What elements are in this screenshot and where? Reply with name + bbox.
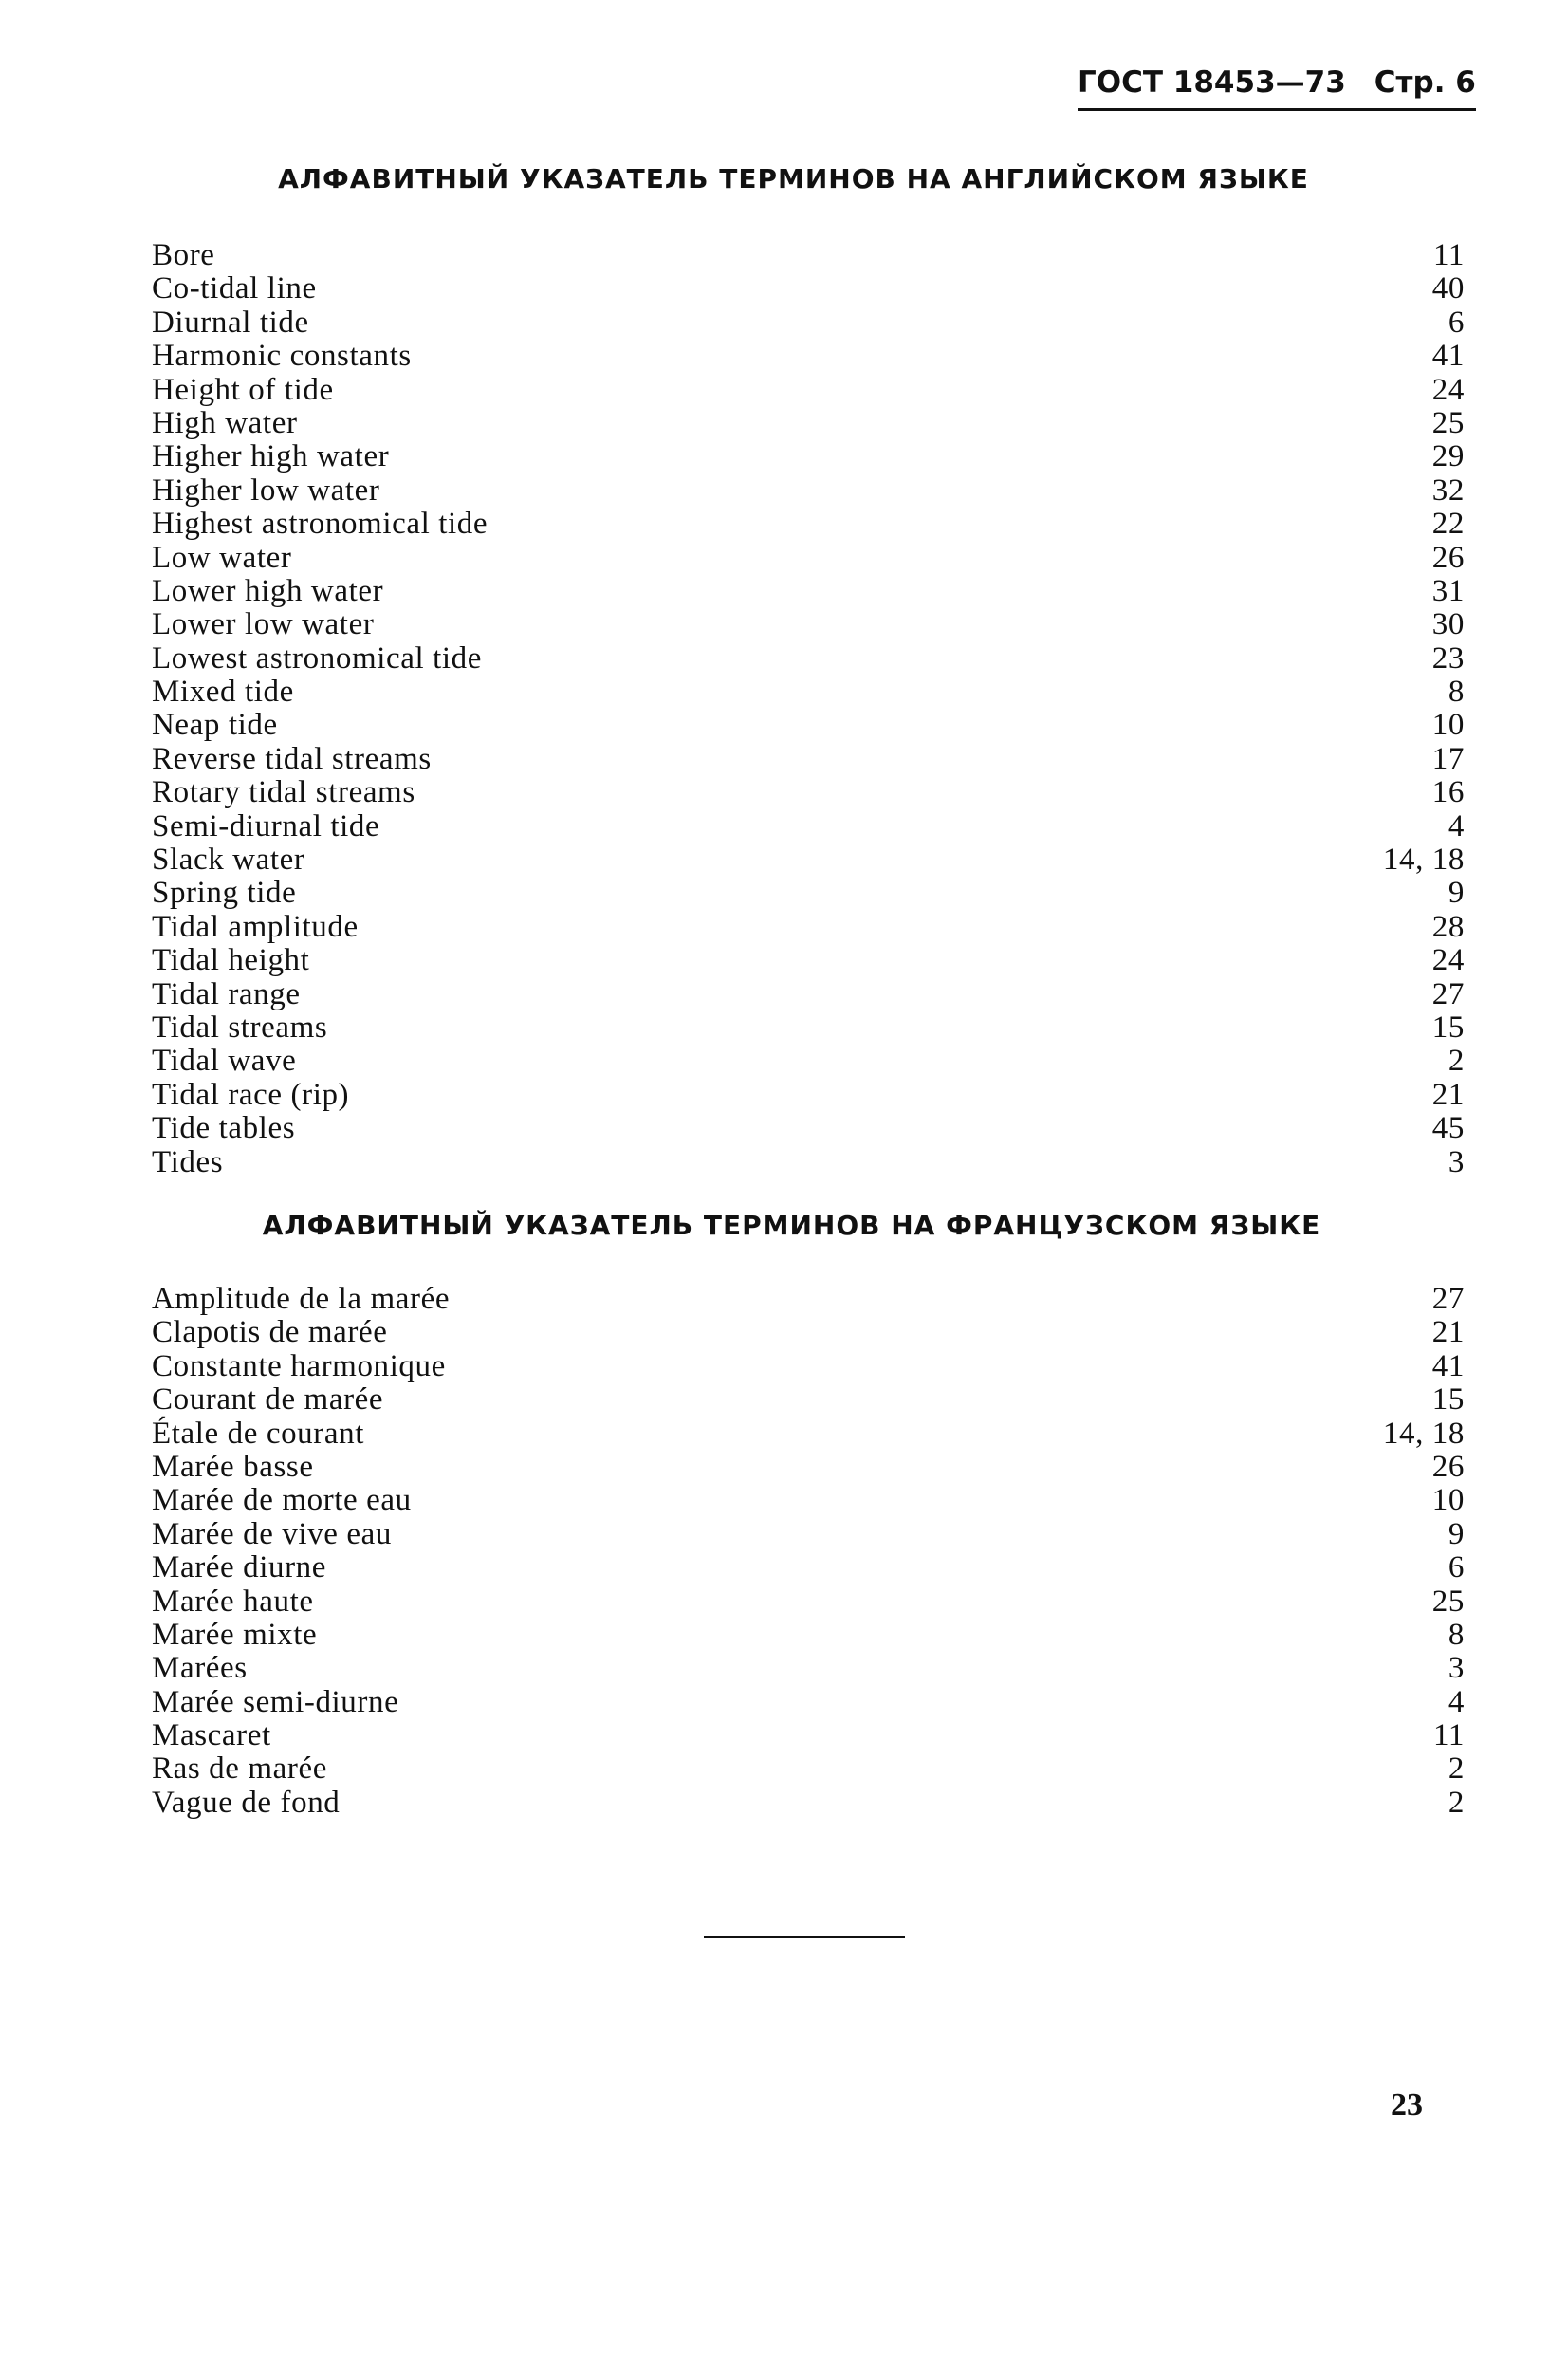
index-term: Lowest astronomical tide [152, 640, 482, 676]
index-term: Tidal range [152, 976, 301, 1011]
index-entry [152, 978, 1465, 1011]
index-term: Reverse tidal streams [152, 741, 432, 776]
index-term: Marées [152, 1651, 248, 1686]
index-term: Rotary tidal streams [152, 775, 415, 810]
index-reference: 11 [1433, 238, 1465, 272]
index-term: Co-tidal line [152, 271, 317, 306]
standard-number: ГОСТ 18453—73 [1078, 65, 1346, 100]
index-reference: 2 [1448, 1044, 1465, 1079]
index-reference: 41 [1431, 1348, 1465, 1383]
index-reference: 2 [1448, 1752, 1465, 1787]
index-reference: 6 [1448, 1550, 1465, 1585]
index-entry [152, 1146, 1465, 1179]
index-reference: 28 [1431, 909, 1465, 944]
index-reference: 15 [1431, 1010, 1465, 1045]
index-term: Bore [152, 238, 215, 272]
index-entry [152, 944, 1465, 977]
index-entry [152, 1045, 1465, 1078]
index-entry [152, 1752, 1465, 1786]
page-number: 23 [1391, 2087, 1423, 2122]
index-entry [152, 911, 1465, 944]
index-reference: 21 [1431, 1315, 1465, 1350]
index-entry [152, 1787, 1465, 1820]
index-reference: 3 [1448, 1651, 1465, 1686]
index-reference: 2 [1448, 1785, 1465, 1820]
index-reference: 11 [1433, 1718, 1465, 1753]
index-reference: 8 [1448, 675, 1465, 710]
english-index-list [152, 239, 1465, 1179]
index-term: Low water [152, 540, 292, 575]
index-reference: 4 [1448, 1684, 1465, 1719]
index-entry [152, 1686, 1465, 1719]
index-entry [152, 1283, 1465, 1316]
index-entry [152, 1316, 1465, 1349]
index-reference: 30 [1431, 607, 1465, 642]
index-entry [152, 1011, 1465, 1045]
index-term: Higher low water [152, 473, 380, 508]
index-term: Slack water [152, 843, 305, 878]
index-term: Tide tables [152, 1111, 296, 1146]
index-term: Tidal race (rip) [152, 1077, 350, 1112]
index-term: Marée semi-diurne [152, 1684, 399, 1719]
index-entry [152, 1451, 1465, 1484]
index-term: Tides [152, 1144, 224, 1179]
index-entry [152, 1350, 1465, 1383]
index-entry [152, 1719, 1465, 1752]
english-index-title: АЛФАВИТНЫЙ УКАЗАТЕЛЬ ТЕРМИНОВ НА АНГЛИЙСКОМ ЯЗЫКЕ [278, 163, 1309, 195]
index-reference: 24 [1431, 943, 1465, 978]
index-reference: 3 [1448, 1144, 1465, 1179]
index-reference: 6 [1448, 305, 1465, 340]
index-entry [152, 272, 1465, 306]
index-entry [152, 642, 1465, 676]
index-reference: 21 [1431, 1077, 1465, 1112]
index-term: Ras de marée [152, 1752, 327, 1787]
index-term: Clapotis de marée [152, 1315, 388, 1350]
index-entry [152, 1418, 1465, 1451]
index-term: Harmonic constants [152, 339, 412, 374]
index-reference: 32 [1431, 473, 1465, 508]
index-entry [152, 743, 1465, 776]
index-term: High water [152, 405, 298, 440]
index-entry [152, 1112, 1465, 1145]
index-reference: 27 [1431, 976, 1465, 1011]
index-entry [152, 340, 1465, 373]
index-term: Tidal height [152, 943, 310, 978]
index-entry [152, 1484, 1465, 1517]
index-entry [152, 608, 1465, 641]
index-reference: 22 [1431, 507, 1465, 542]
index-reference: 26 [1431, 540, 1465, 575]
index-reference: 15 [1431, 1382, 1465, 1418]
index-entry [152, 1585, 1465, 1619]
index-reference: 17 [1431, 741, 1465, 776]
index-entry [152, 306, 1465, 340]
index-reference: 26 [1431, 1449, 1465, 1484]
index-entry [152, 575, 1465, 608]
index-entry [152, 1383, 1465, 1417]
index-reference: 14, 18 [1382, 843, 1465, 878]
index-term: Lower low water [152, 607, 375, 642]
index-entry [152, 1551, 1465, 1585]
index-reference: 10 [1431, 1483, 1465, 1518]
index-term: Amplitude de la marée [152, 1282, 451, 1316]
index-entry [152, 508, 1465, 541]
index-term: Vague de fond [152, 1785, 341, 1820]
index-term: Highest astronomical tide [152, 507, 489, 542]
index-entry [152, 709, 1465, 742]
index-term: Tidal wave [152, 1044, 297, 1079]
index-term: Neap tide [152, 708, 278, 743]
index-reference: 4 [1448, 808, 1465, 843]
index-entry [152, 1518, 1465, 1551]
index-term: Diurnal tide [152, 305, 309, 340]
index-term: Semi-diurnal tide [152, 808, 380, 843]
index-entry [152, 676, 1465, 709]
page-header [1078, 61, 1476, 111]
index-reference: 41 [1431, 339, 1465, 374]
french-index-list [152, 1283, 1465, 1820]
index-reference: 8 [1448, 1617, 1465, 1652]
index-entry [152, 1079, 1465, 1112]
index-entry [152, 440, 1465, 473]
index-term: Marée diurne [152, 1550, 327, 1585]
index-reference: 29 [1431, 439, 1465, 474]
index-reference: 14, 18 [1382, 1416, 1465, 1451]
index-reference: 45 [1431, 1111, 1465, 1146]
index-reference: 27 [1431, 1282, 1465, 1316]
index-entry [152, 1652, 1465, 1685]
index-term: Mascaret [152, 1718, 271, 1753]
index-entry [152, 374, 1465, 407]
header-page-label: Стр. 6 [1374, 65, 1476, 100]
index-entry [152, 843, 1465, 877]
index-term: Spring tide [152, 876, 297, 911]
index-entry [152, 239, 1465, 272]
index-reference: 23 [1431, 640, 1465, 676]
index-term: Tidal amplitude [152, 909, 359, 944]
index-term: Marée de morte eau [152, 1483, 412, 1518]
index-reference: 40 [1431, 271, 1465, 306]
index-reference: 25 [1431, 1584, 1465, 1619]
index-reference: 31 [1431, 573, 1465, 608]
footer-rule [704, 1936, 905, 1938]
index-term: Lower high water [152, 573, 384, 608]
index-term: Tidal streams [152, 1010, 328, 1045]
index-term: Étale de courant [152, 1416, 364, 1451]
index-reference: 9 [1448, 876, 1465, 911]
index-entry [152, 474, 1465, 508]
index-reference: 25 [1431, 405, 1465, 440]
index-entry [152, 542, 1465, 575]
index-entry [152, 810, 1465, 843]
index-reference: 9 [1448, 1516, 1465, 1551]
index-entry [152, 407, 1465, 440]
index-term: Marée haute [152, 1584, 314, 1619]
index-entry [152, 1619, 1465, 1652]
index-term: Height of tide [152, 372, 334, 407]
index-term: Marée basse [152, 1449, 314, 1484]
index-term: Higher high water [152, 439, 390, 474]
index-term: Courant de marée [152, 1382, 384, 1418]
index-term: Mixed tide [152, 675, 294, 710]
index-reference: 16 [1431, 775, 1465, 810]
index-term: Constante harmonique [152, 1348, 446, 1383]
index-reference: 10 [1431, 708, 1465, 743]
index-entry [152, 776, 1465, 809]
index-term: Marée de vive eau [152, 1516, 392, 1551]
french-index-title: АЛФАВИТНЫЙ УКАЗАТЕЛЬ ТЕРМИНОВ НА ФРАНЦУЗСКОМ ЯЗЫКЕ [262, 1210, 1321, 1241]
index-reference: 24 [1431, 372, 1465, 407]
index-entry [152, 877, 1465, 910]
index-term: Marée mixte [152, 1617, 318, 1652]
